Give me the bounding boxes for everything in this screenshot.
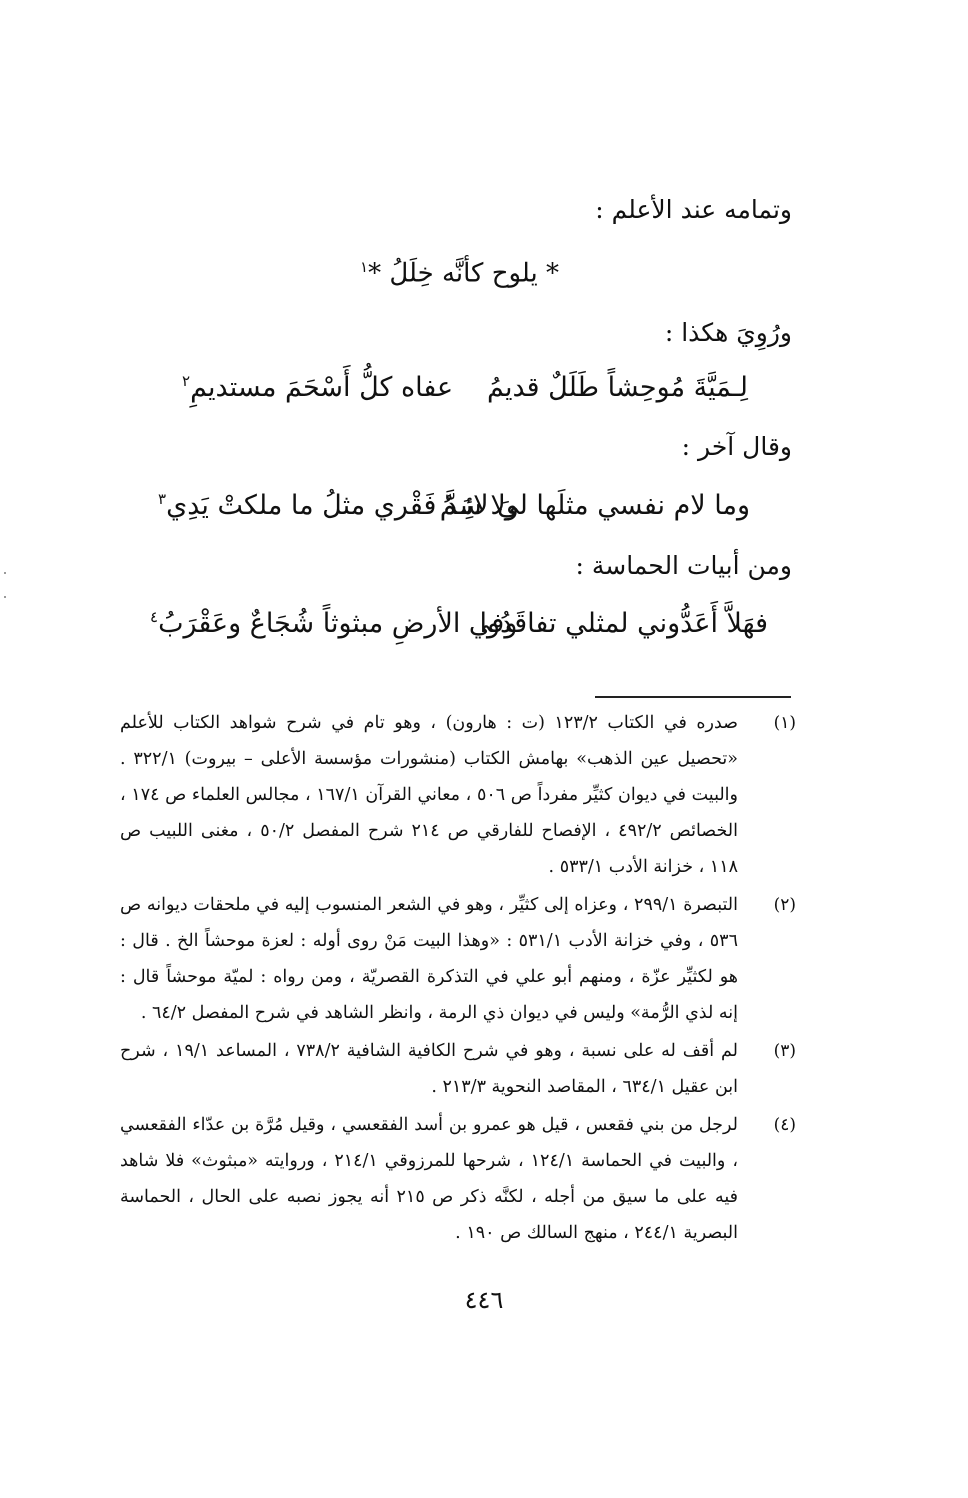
verse-1-text: يلوح كأنَّه خِلَلُ	[389, 258, 538, 289]
verse-4-hemistich-1: فهَلاَّ أَعَدُّوني لمثلي تفاقَدُوا	[479, 608, 768, 639]
footnote-4-text: لرجل من بني فقعس ، قيل هو عمرو بن أسد الفقعسي ، وقيل مُرَّة بن عدّاء الفقعسي ، والبيت في الحماسة ١٢٤/١ ، شرحها للمرزوقي ٢١٤/١ ، وروايته «مبثوث» فلا شاهد فيه على ما سيق من أجله ، لكنَّه ذكر ص ٢١٥ أنه يجوز نصبه على الحال ، الحماسة البصرية ٢٤٤/١ ، منهج السالك ص ١٩٠ .	[120, 1115, 738, 1243]
footnote-1	[120, 705, 796, 885]
footnote-2	[120, 887, 796, 1031]
footnote-marker-1: ١	[360, 258, 369, 276]
verse-4-second-hemistich	[150, 608, 517, 639]
verse-4-hemistich-2: وفي الأرضِ مبثوثاً شُجَاعٌ وعَقْرَبُ	[158, 608, 518, 639]
footnote-marker-3: ٣	[158, 490, 167, 508]
page-number: ٤٤٦	[464, 1286, 504, 1314]
verse-2-first-hemistich	[487, 372, 748, 403]
verse-2-hemistich-1: لِـمَيَّةَ مُوحِشاً طَلَلٌ قديمُ	[487, 372, 748, 403]
scan-speck	[4, 572, 6, 574]
footnote-separator	[595, 696, 791, 698]
footnote-2-number: (٢)	[773, 895, 796, 915]
footnote-4	[120, 1107, 796, 1251]
footnote-4-number: (٤)	[773, 1115, 796, 1135]
verse-4-first-hemistich	[480, 608, 769, 639]
intro-line-3: وقال آخر :	[681, 432, 792, 461]
intro-line-4: ومن أبيات الحماسة :	[575, 551, 792, 580]
intro-line-2: ورُوِيَ هكذا :	[664, 318, 792, 347]
footnote-3-number: (٣)	[773, 1041, 796, 1061]
footnote-1-text: صدره في الكتاب ١٢٣/٢ (ت : هارون) ، وهو تام في شرح شواهد الكتاب للأعلم «تحصيل عين الذهب» بهامش الكتاب (منشورات مؤسسة الأعلى – بيروت) ٣٢٢/١ . والبيت في ديوان كثيِّر مفرداً ص ٥٠٦ ، معاني القرآن ١٦٧/١ ، مجالس العلماء ص ١٧٤ ، الخصائص ٤٩٢/٢ ، الإفصاح للفارقي ص ٢١٤ شرح المفصل ٥٠/٢ ، مغنى اللبيب ص ١١٨ ، خزانة الأدب ٥٣٣/١ .	[120, 713, 738, 877]
footnotes	[120, 705, 796, 1253]
verse-3-hemistich-1: وما لام نفسي مثلَها ليَ لائِـمُ	[439, 490, 750, 521]
footnote-1-number: (١)	[773, 713, 796, 733]
verse-1-end-star: *	[368, 258, 382, 289]
verse-3-hemistich-2: ولا سَدَّ فَقْري مثلُ ما ملكتْ يَدِي	[166, 490, 519, 521]
verse-3-second-hemistich	[158, 490, 519, 521]
footnote-3	[120, 1033, 796, 1105]
verse-1-star: *	[546, 258, 560, 289]
scan-speck	[4, 596, 6, 598]
verse-1	[360, 258, 559, 289]
footnote-marker-2: ٢	[182, 372, 191, 390]
footnote-marker-4: ٤	[150, 608, 159, 626]
footnote-2-text: التبصرة ٢٩٩/١ ، وعزاه إلى كثيِّر ، وهو في الشعر المنسوب إليه في ملحقات ديوانه ص ٥٣٦ ، وفي خزانة الأدب ٥٣١/١ : «وهذا البيت مَنْ روى أوله : لعزة موحشاً الخ . قال : هو لكثيِّر عزّة ، ومنهم أبو علي في التذكرة القصريّة ، ومن رواه : لميّة موحشاً قال : إنه لذي الرُّمة» وليس في ديوان ذي الرمة ، وانظر الشاهد في شرح المفصل ٦٤/٢ .	[120, 895, 738, 1023]
verse-2-second-hemistich	[182, 372, 453, 403]
footnote-3-text: لم أقف له على نسبة ، وهو في شرح الكافية الشافية ٧٣٨/٢ ، المساعد ١٩/١ ، شرح ابن عقيل ٦٣٤/١ ، المقاصد النحوية ٢١٣/٣ .	[120, 1041, 738, 1097]
verse-2-hemistich-2: عفاه كلُّ أَسْحَمَ مستديمِ	[190, 372, 454, 403]
intro-line-1: وتمامه عند الأعلم :	[595, 195, 792, 224]
